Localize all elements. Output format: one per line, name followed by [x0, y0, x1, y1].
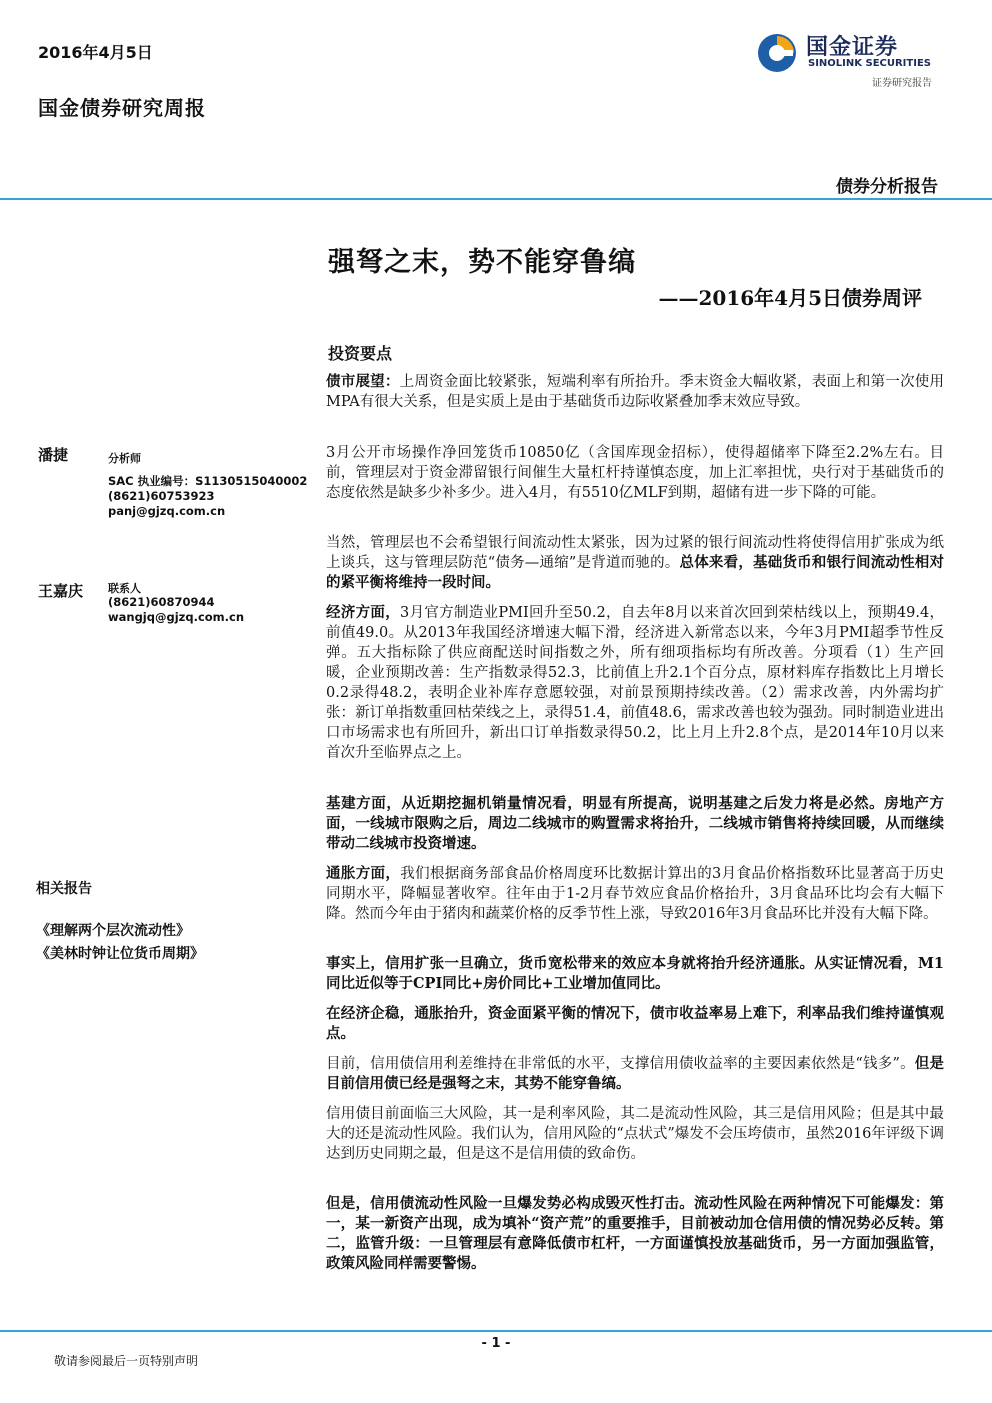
page-number: - 1 -	[481, 1336, 511, 1351]
analyst-2-role: 联系人	[108, 582, 141, 595]
paragraph-economy	[326, 603, 944, 763]
paragraph-rates-view	[326, 1004, 944, 1044]
outlook-text: 上周资金面比较紧张，短端利率有所抬升。季末资金大幅收紧，表面上和第一次使用MPA有很大关系，但是实质上是由于基础货币边际收紧叠加季末效应导致。	[326, 374, 945, 410]
credit-spread-text: 目前，信用债信用利差维持在非常低的水平，支撑信用债收益率的主要因素依然是“钱多”。	[326, 1056, 915, 1072]
rates-view-text: 在经济企稳，通胀抬升，资金面紧平衡的情况下，债市收益率易上难下，利率品我们维持谨慎观点。	[326, 1005, 944, 1042]
analyst-2-contact	[108, 595, 244, 625]
credit-risks-text: 信用债目前面临三大风险，其一是利率风险，其二是流动性风险，其三是信用风险；但是其中最大的还是流动性风险。我们认为，信用风险的“点状式”爆发不会压垮债市，虽然2016年评级下调达到历史同期之最，但是这不是信用债的致命伤。	[326, 1106, 944, 1162]
header-divider	[0, 198, 992, 200]
economy-lead: 经济方面，	[326, 604, 401, 621]
paragraph-credit-spread	[326, 1054, 944, 1094]
paragraph-infrastructure	[326, 794, 944, 854]
analyst-1-name: 潘捷	[38, 446, 69, 464]
credit-expansion-text: 事实上，信用扩张一旦确立，货币宽松带来的效应本身就将抬升经济通胀。从实证情况看，M1同比近似等于CPI同比+房价同比+工业增加值同比。	[326, 955, 944, 992]
report-subtitle: ——2016年4月5日债券周评	[658, 286, 922, 310]
analyst-1-role: 分析师	[108, 452, 141, 465]
key-points-heading: 投资要点	[328, 344, 393, 363]
related-report-2[interactable]: 《美林时钟让位货币周期》	[36, 946, 204, 962]
paragraph-liquidity-risk	[326, 1194, 944, 1274]
paragraph-policy	[326, 533, 944, 593]
inflation-lead: 通胀方面，	[326, 865, 401, 882]
report-date: 2016年4月5日	[38, 43, 153, 62]
analyst-2-email[interactable]: wangjq@gjzq.com.cn	[108, 610, 245, 624]
report-title: 强弩之末，势不能穿鲁缟	[328, 247, 636, 278]
infrastructure-text: 基建方面，从近期挖掘机销量情况看，明显有所提高，说明基建之后发力将是必然。房地产方面，一线城市限购之后，周边二线城市的购置需求将抬升，二线城市销售将持续回暖，从而继续带动二线城市投资增速。	[326, 795, 944, 852]
analyst-1-contact	[108, 474, 307, 519]
analyst-2-phone: (8621)60870944	[108, 595, 215, 609]
logo-en-text: SINOLINK SECURITIES	[808, 58, 931, 69]
sinolink-logo-icon	[756, 32, 798, 74]
footer-divider	[0, 1330, 992, 1332]
related-report-1[interactable]: 《理解两个层次流动性》	[36, 923, 190, 939]
liquidity-risk-text: 但是，信用债流动性风险一旦爆发势必构成毁灭性打击。流动性风险在两种情况下可能爆发：第一，某一新资产出现，成为填补“资产荒”的重要推手，目前被动加仓信用债的情况势必反转。第二，监管升级：一旦管理层有意降低债市杠杆，一方面谨慎投放基础货币，另一方面加强监管，政策风险同样需要警惕。	[326, 1195, 944, 1272]
logo-cn-text: 国金证券	[806, 35, 899, 60]
disclaimer-note: 敬请参阅最后一页特别声明	[54, 1354, 199, 1368]
paragraph-credit-risks	[326, 1104, 944, 1164]
credit-spread-bold: 但是目前信用债已经是强弩之末，其势不能穿鲁缟。	[326, 1055, 945, 1092]
analyst-1-sac: SAC 执业编号：S1130515040002	[108, 474, 308, 488]
inflation-text: 我们根据商务部食品价格周度环比数据计算出的3月食品价格指数环比显著高于历史同期水平，降幅显著收窄。往年由于1-2月春节效应食品价格抬升，3月食品环比均会有大幅下降。然而今年由于猪肉和蔬菜价格的反季节性上涨，导致2016年3月食品环比并没有大幅下降。	[326, 866, 944, 922]
paragraph-liquidity	[326, 443, 944, 503]
paragraph-credit-expansion	[326, 954, 944, 994]
company-logo	[756, 30, 946, 90]
report-type: 债券分析报告	[836, 177, 938, 197]
weekly-report-title: 国金债券研究周报	[38, 96, 206, 120]
policy-text: 当然，管理层也不会希望银行间流动性太紧张，因为过紧的银行间流动性将使得信用扩张成为纸上谈兵，这与管理层防范“债务—通缩”是背道而驰的。	[326, 535, 944, 571]
analyst-1-email[interactable]: panj@gjzq.com.cn	[108, 504, 226, 518]
paragraph-outlook	[326, 372, 944, 412]
analyst-1-phone: (8621)60753923	[108, 489, 215, 503]
analyst-2-name: 王嘉庆	[38, 582, 84, 600]
logo-sub-text: 证券研究报告	[872, 78, 932, 89]
liquidity-text: 3月公开市场操作净回笼货币10850亿（含国库现金招标），使得超储率下降至2.2%左右。目前，管理层对于资金滞留银行间催生大量杠杆持谨慎态度，加上汇率担忧，央行对于基础货币的态度依然是缺多少补多少。进入4月，有5510亿MLF到期，超储有进一步下降的可能。	[326, 445, 944, 501]
economy-text: 3月官方制造业PMI回升至50.2，自去年8月以来首次回到荣枯线以上，预期49.4，前值49.0。从2013年我国经济增速大幅下滑，经济进入新常态以来，今年3月PMI超季节性反弹。五大指标除了供应商配送时间指数之外，所有细项指标均有所改善。分项看（1）生产回暖，企业预期改善：生产指数录得52.3，比前值上升2.1个百分点，原材料库存指数比上月增长0.2录得48.2，表明企业补库存意愿较强，对前景预期持续改善。（2）需求改善，内外需均扩张：新订单指数重回枯荣线之上，录得51.4，前值48.6，需求改善也较为强劲。同时制造业进出口市场需求也有所回升，新出口订单指数录得50.2，比上月上升2.8个点，是2014年10月以来首次升至临界点之上。	[326, 605, 944, 761]
outlook-lead: 债市展望：	[326, 373, 400, 390]
paragraph-inflation	[326, 864, 944, 924]
related-reports-heading: 相关报告	[36, 881, 92, 897]
policy-bold: 总体来看，基础货币和银行间流动性相对的紧平衡将维持一段时间。	[326, 554, 945, 591]
